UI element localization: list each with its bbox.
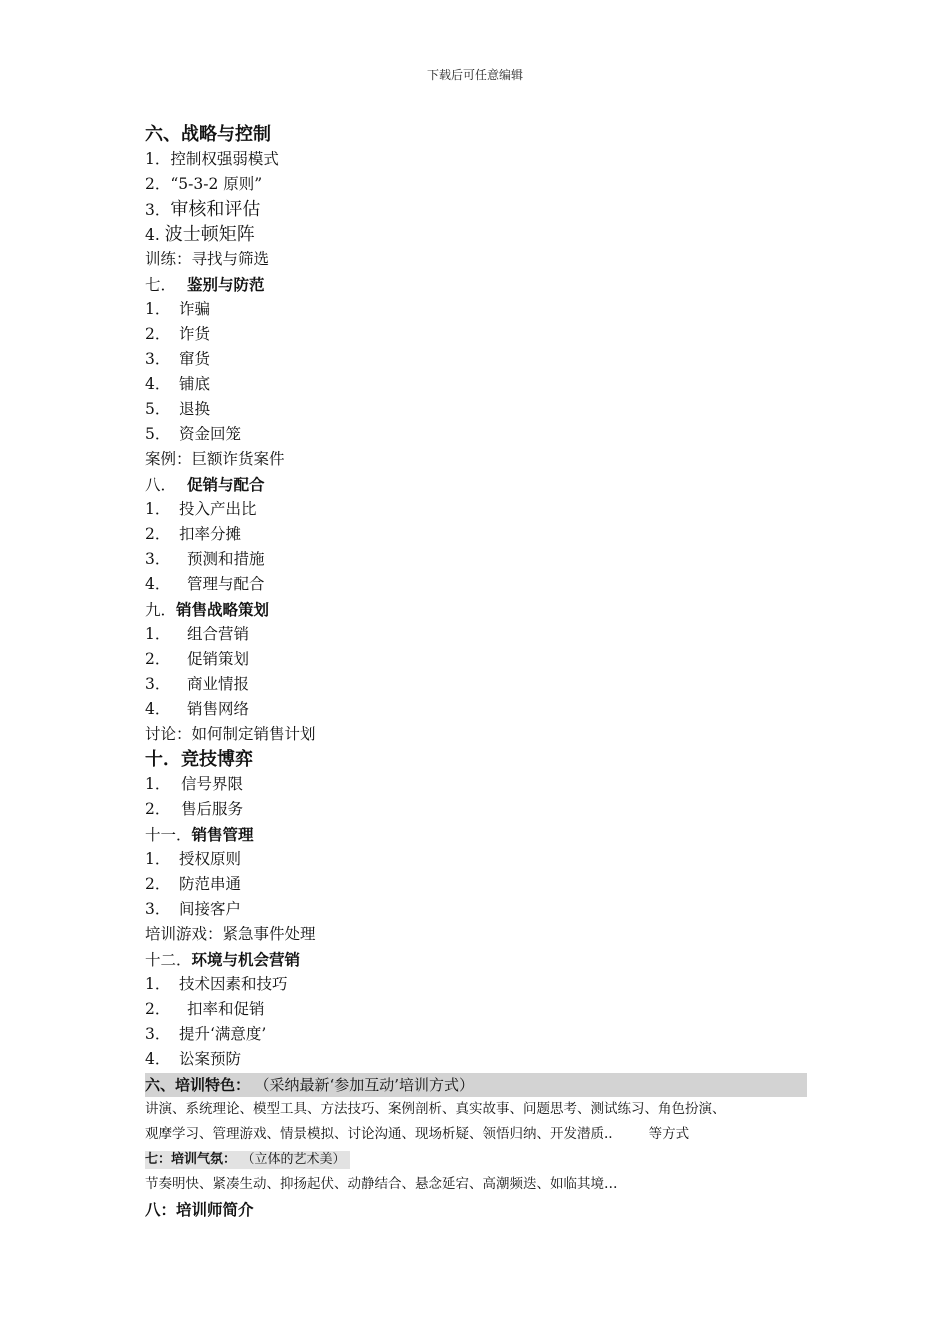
list-item: 1． 诈骗 <box>145 300 211 318</box>
section-11-title: 十一．销售管理 <box>145 825 254 844</box>
section-12-title: 十二．环境与机会营销 <box>145 950 301 969</box>
section-note: 培训游戏：紧急事件处理 <box>145 925 316 943</box>
list-item: 1． 组合营销 <box>145 625 250 643</box>
list-item: 4. 波士顿矩阵 <box>145 224 255 245</box>
list-item: 2． 售后服务 <box>145 800 244 818</box>
section-7-title: 七． 鉴别与防范 <box>145 275 265 294</box>
atmosphere-text: 节奏明快、紧凑生动、抑扬起伏、动静结合、悬念延宕、高潮频迭、如临其境… <box>145 1176 618 1192</box>
section-note: 讨论：如何制定销售计划 <box>145 725 316 743</box>
features-heading: 六、培训特色： （采纳最新‘参加互动’培训方式） <box>145 1073 807 1097</box>
page-header: 下载后可任意编辑 <box>426 68 523 82</box>
list-item: 3． 提升‘满意度’ <box>145 1025 267 1043</box>
list-item: 4． 讼案预防 <box>145 1050 242 1068</box>
list-item: 1． 技术因素和技巧 <box>145 975 288 993</box>
trainer-heading: 八：培训师简介 <box>145 1200 254 1219</box>
section-note: 训练：寻找与筛选 <box>145 250 270 268</box>
list-item: 4． 铺底 <box>145 375 211 393</box>
document-body <box>145 122 807 1222</box>
features-line-2: 观摩学习、管理游戏、情景模拟、讨论沟通、现场析疑、领悟归纳、开发潜质.. 等方式 <box>145 1126 690 1142</box>
list-item: 1． 信号界限 <box>145 775 244 793</box>
list-item: 4． 销售网络 <box>145 700 250 718</box>
atmosphere-heading: 七：培训气氛： （立体的艺术美） <box>145 1147 807 1172</box>
list-item: 3．审核和评估 <box>145 199 261 220</box>
section-9-title: 九．销售战略策划 <box>145 600 270 619</box>
list-item: 2． 扣率分摊 <box>145 525 242 543</box>
list-item: 2． 防范串通 <box>145 875 242 893</box>
features-line-1: 讲演、系统理论、模型工具、方法技巧、案例剖析、真实故事、问题思考、测试练习、角色扮演、 <box>145 1101 726 1117</box>
list-item: 1．控制权强弱模式 <box>145 150 279 168</box>
list-item: 2． 促销策划 <box>145 650 250 668</box>
list-item: 3． 窜货 <box>145 350 211 368</box>
list-item: 2．“5-3-2 原则” <box>145 175 263 193</box>
list-item: 5． 资金回笼 <box>145 425 242 443</box>
list-item: 3． 间接客户 <box>145 900 242 918</box>
list-item: 4． 管理与配合 <box>145 575 265 593</box>
section-8-title: 八． 促销与配合 <box>145 475 265 494</box>
section-6-title: 六、战略与控制 <box>145 124 271 145</box>
list-item: 2． 诈货 <box>145 325 211 343</box>
section-note: 案例：巨额诈货案件 <box>145 450 285 468</box>
list-item: 1． 投入产出比 <box>145 500 257 518</box>
list-item: 3． 商业情报 <box>145 675 250 693</box>
list-item: 3． 预测和措施 <box>145 550 265 568</box>
list-item: 1． 授权原则 <box>145 850 242 868</box>
list-item: 2． 扣率和促销 <box>145 1000 265 1018</box>
section-10-title: 十．竞技博弈 <box>145 749 253 770</box>
list-item: 5． 退换 <box>145 400 211 418</box>
